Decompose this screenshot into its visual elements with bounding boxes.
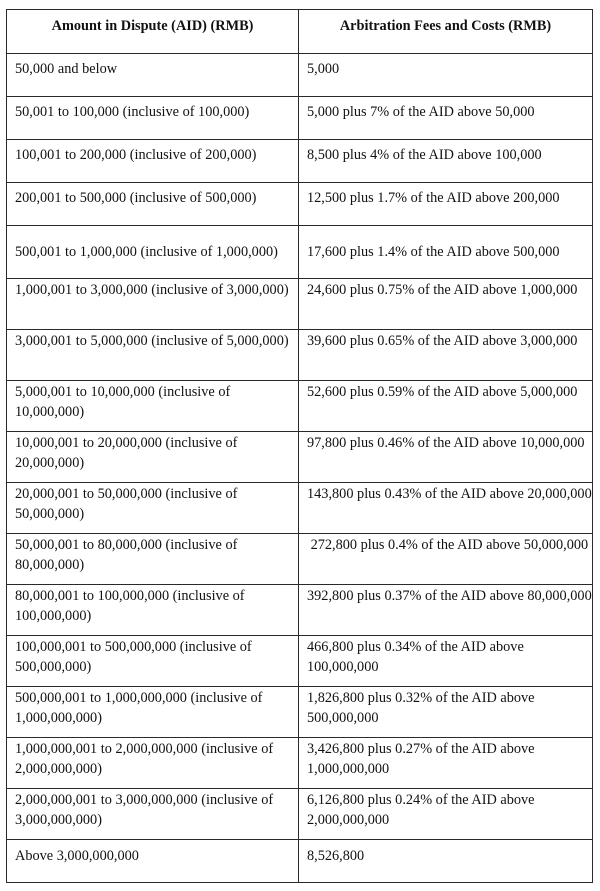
fee-cell: 52,600 plus 0.59% of the AID above 5,000,000 [299,381,593,432]
fee-cell: 6,126,800 plus 0.24% of the AID above 2,000,000,000 [299,789,593,840]
aid-cell: 100,001 to 200,000 (inclusive of 200,000) [7,140,299,183]
fee-cell: 143,800 plus 0.43% of the AID above 20,000,000 [299,483,593,534]
aid-cell: 2,000,000,001 to 3,000,000,000 (inclusive of 3,000,000,000) [7,789,299,840]
aid-cell: 1,000,000,001 to 2,000,000,000 (inclusive of 2,000,000,000) [7,738,299,789]
table-row [7,381,593,432]
table-row [7,183,593,226]
aid-cell: 3,000,001 to 5,000,000 (inclusive of 5,000,000) [7,330,299,381]
arbitration-fee-table [6,9,593,883]
aid-cell: 100,000,001 to 500,000,000 (inclusive of 500,000,000) [7,636,299,687]
aid-cell: Above 3,000,000,000 [7,840,299,883]
table-row [7,140,593,183]
table-header-row [7,10,593,54]
aid-cell: 50,000,001 to 80,000,000 (inclusive of 80,000,000) [7,534,299,585]
aid-cell: 20,000,001 to 50,000,000 (inclusive of 50,000,000) [7,483,299,534]
aid-cell: 200,001 to 500,000 (inclusive of 500,000) [7,183,299,226]
table-row [7,840,593,883]
fee-cell: 8,526,800 [299,840,593,883]
fee-cell: 1,826,800 plus 0.32% of the AID above 500,000,000 [299,687,593,738]
fee-cell: 392,800 plus 0.37% of the AID above 80,000,000 [299,585,593,636]
fee-cell: 5,000 [299,54,593,97]
aid-cell: 50,000 and below [7,54,299,97]
fee-cell: 39,600 plus 0.65% of the AID above 3,000,000 [299,330,593,381]
table-row [7,585,593,636]
fee-cell: 5,000 plus 7% of the AID above 50,000 [299,97,593,140]
table-row [7,54,593,97]
fee-cell: 97,800 plus 0.46% of the AID above 10,000,000 [299,432,593,483]
table-row [7,789,593,840]
fee-cell: 3,426,800 plus 0.27% of the AID above 1,000,000,000 [299,738,593,789]
aid-cell: 50,001 to 100,000 (inclusive of 100,000) [7,97,299,140]
table-row [7,330,593,381]
fee-cell: 466,800 plus 0.34% of the AID above 100,000,000 [299,636,593,687]
table-row [7,483,593,534]
aid-cell: 1,000,001 to 3,000,000 (inclusive of 3,000,000) [7,279,299,330]
table-row [7,97,593,140]
header-amount-in-dispute: Amount in Dispute (AID) (RMB) [7,10,299,54]
table-row [7,687,593,738]
header-arbitration-fees: Arbitration Fees and Costs (RMB) [299,10,593,54]
aid-cell: 10,000,001 to 20,000,000 (inclusive of 20,000,000) [7,432,299,483]
aid-cell: 5,000,001 to 10,000,000 (inclusive of 10,000,000) [7,381,299,432]
aid-cell: 500,000,001 to 1,000,000,000 (inclusive of 1,000,000,000) [7,687,299,738]
table-row [7,279,593,330]
fee-cell: 8,500 plus 4% of the AID above 100,000 [299,140,593,183]
aid-cell: 80,000,001 to 100,000,000 (inclusive of 100,000,000) [7,585,299,636]
fee-cell: 17,600 plus 1.4% of the AID above 500,000 [299,226,593,279]
table-row [7,636,593,687]
table-row [7,432,593,483]
table-row [7,738,593,789]
table-row [7,534,593,585]
fee-cell: 24,600 plus 0.75% of the AID above 1,000,000 [299,279,593,330]
table-row [7,226,593,279]
fee-cell: 12,500 plus 1.7% of the AID above 200,000 [299,183,593,226]
fee-cell: 272,800 plus 0.4% of the AID above 50,000,000 [299,534,593,585]
aid-cell: 500,001 to 1,000,000 (inclusive of 1,000,000) [7,226,299,279]
